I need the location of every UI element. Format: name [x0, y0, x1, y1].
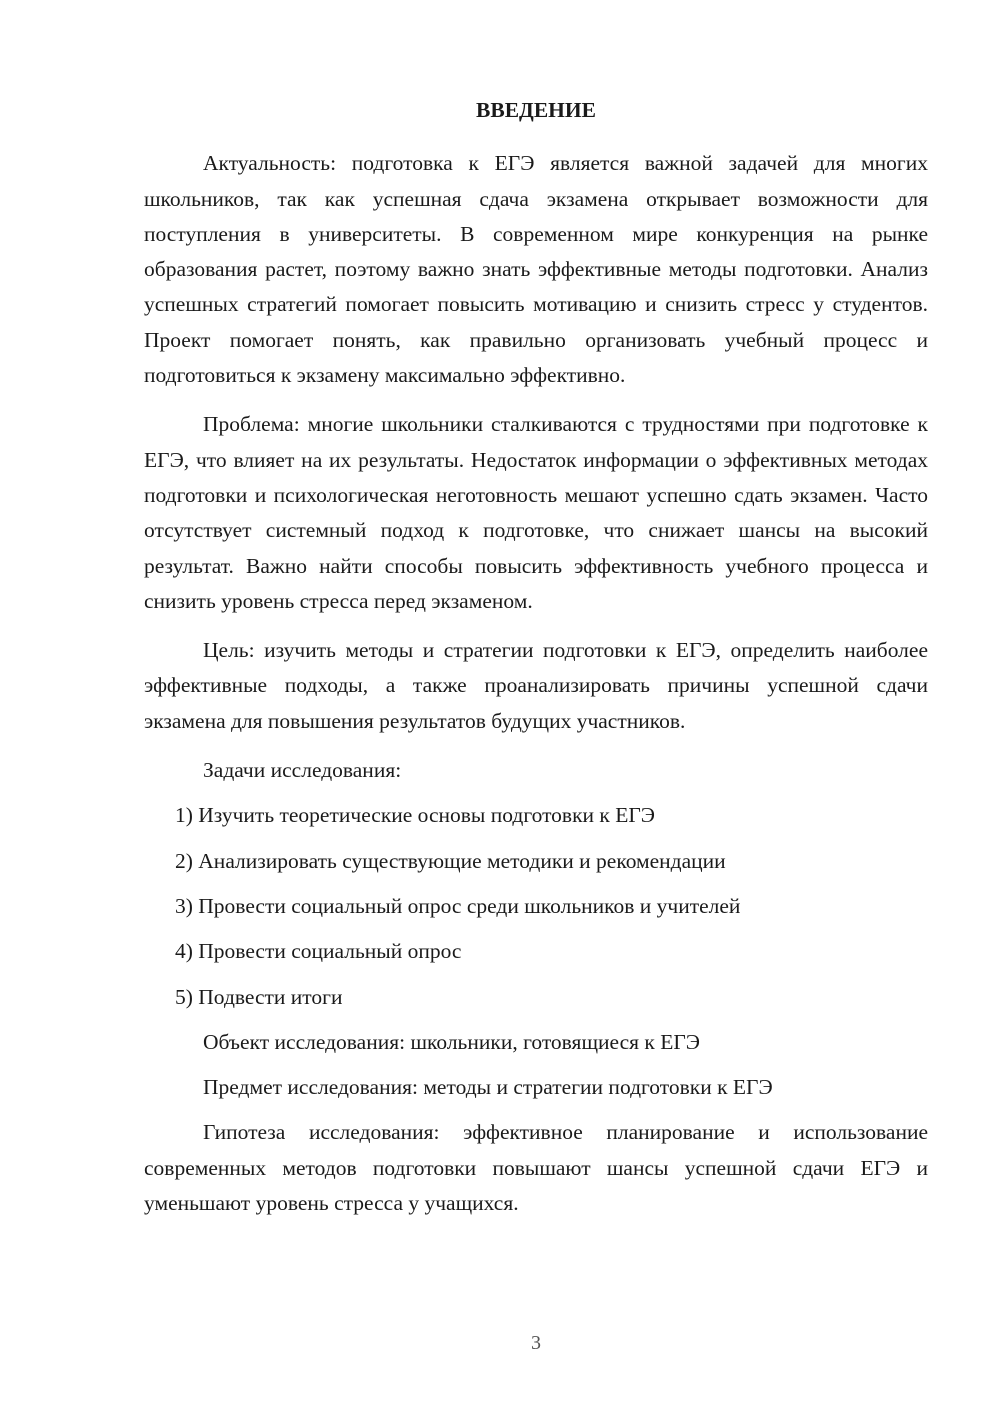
page-heading: ВВЕДЕНИЕ — [476, 98, 596, 122]
task-item: 1) Изучить теоретические основы подготовки к ЕГЭ — [175, 803, 655, 828]
task-item: 3) Провести социальный опрос среди школьников и учителей — [175, 893, 741, 918]
relevance-paragraph: Актуальность: подготовка к ЕГЭ является важной задачей для многих школьников, так как успешная сдача экзамена открывает возможности для поступления в университеты. В современном мире конкуренция на рынке образования растет, поэтому важно знать эффективные методы подготовки. Анализ успешных стратегий помогает повысить мотивацию и снизить стресс у студентов. Проект помогает понять, как правильно организовать учебный процесс и подготовиться к экзамену максимально эффективно. — [144, 151, 928, 388]
research-subject: Предмет исследования: методы и стратегии подготовки к ЕГЭ — [203, 1075, 773, 1100]
hypothesis-paragraph: Гипотеза исследования: эффективное планирование и использование современных методов подготовки повышают шансы успешной сдачи ЕГЭ и уменьшают уровень стресса у учащихся. — [144, 1120, 928, 1216]
goal-paragraph: Цель: изучить методы и стратегии подготовки к ЕГЭ, определить наиболее эффективные подходы, а также проанализировать причины успешной сдачи экзамена для повышения результатов будущих участников. — [144, 638, 928, 733]
tasks-label: Задачи исследования: — [203, 758, 402, 783]
problem-paragraph: Проблема: многие школьники сталкиваются с трудностями при подготовке к ЕГЭ, что влияет на их результаты. Недостаток информации о эффективных методах подготовки и психологическая неготовность мешают успешно сдать экзамен. Часто отсутствует системный подход к подготовке, что снижает шансы на высокий результат. Важно найти способы повысить эффективность учебного процесса и снизить уровень стресса перед экзаменом. — [144, 412, 928, 613]
page-content — [144, 93, 928, 1235]
page-number: 3 — [531, 1332, 541, 1354]
research-object: Объект исследования: школьники, готовящиеся к ЕГЭ — [203, 1029, 700, 1054]
task-item: 5) Подвести итоги — [175, 984, 343, 1009]
task-item: 2) Анализировать существующие методики и рекомендации — [175, 848, 726, 873]
task-item: 4) Провести социальный опрос — [175, 939, 462, 964]
